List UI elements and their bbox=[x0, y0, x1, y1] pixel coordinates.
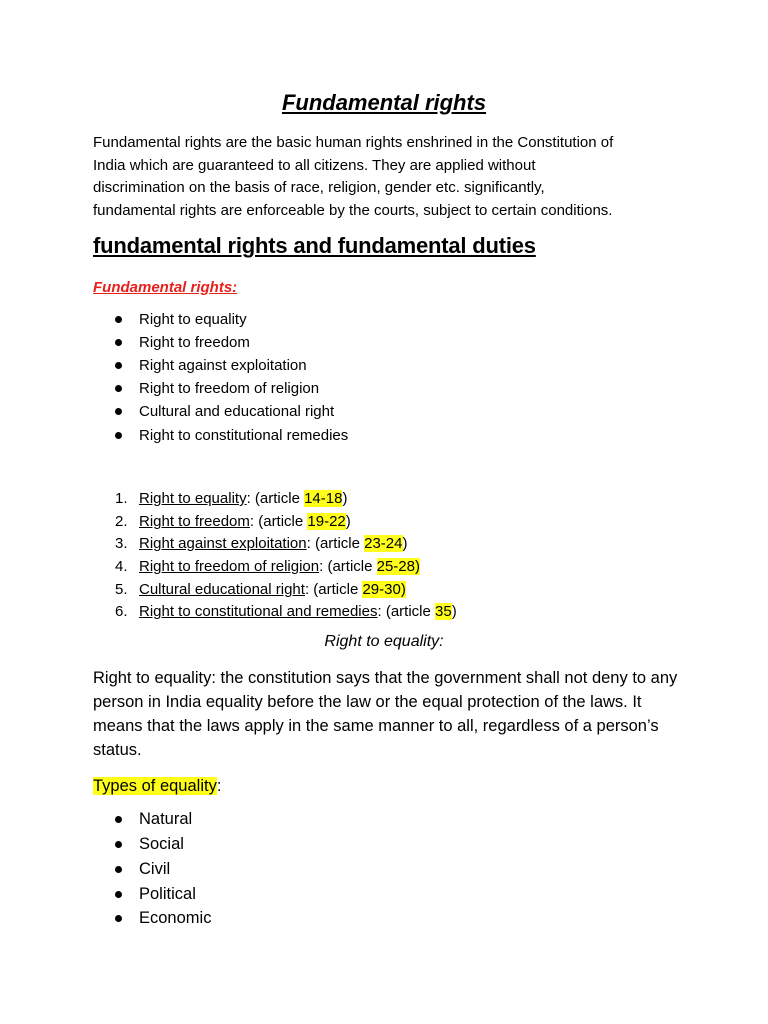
bullet-icon bbox=[115, 915, 122, 922]
article-prefix: : (article bbox=[377, 603, 435, 620]
bullet-icon bbox=[115, 316, 122, 323]
right-name: Cultural educational right bbox=[139, 581, 305, 598]
article-prefix: : (article bbox=[319, 558, 377, 575]
bullet-text: Cultural and educational right bbox=[139, 403, 335, 420]
bullet-icon bbox=[115, 816, 122, 823]
section-paragraph: Right to equality: the constitution says that the government shall not deny to any person in India equality before the law or the equal protection of the laws. It means that the laws apply in the same manner to all, regardless of a person’s status. bbox=[93, 669, 678, 759]
article-prefix: : (article bbox=[249, 513, 308, 530]
right-name: Right to equality bbox=[139, 490, 247, 507]
fundamental-rights-subheading: Fundamental rights: bbox=[93, 279, 238, 296]
type-text: Civil bbox=[139, 860, 171, 878]
section-heading: fundamental rights and fundamental duties bbox=[93, 233, 536, 258]
intro-line-1: Fundamental rights are the basic human rights enshrined in the Constitution of bbox=[93, 134, 614, 151]
item-number: 1. bbox=[115, 490, 128, 507]
bullet-text: Right to freedom of religion bbox=[139, 380, 320, 397]
bullet-icon bbox=[115, 339, 122, 346]
type-text: Economic bbox=[139, 909, 212, 927]
bullet-text: Right against exploitation bbox=[139, 357, 307, 374]
intro-line-2: India which are guaranteed to all citizens. They are applied without bbox=[93, 157, 536, 174]
article-prefix: : (article bbox=[304, 581, 363, 598]
item-number: 3. bbox=[115, 535, 128, 552]
item-number: 4. bbox=[115, 558, 128, 575]
bullet-icon bbox=[115, 362, 122, 369]
article-suffix: ) bbox=[342, 490, 348, 507]
right-name: Right to freedom bbox=[139, 513, 250, 530]
type-text: Political bbox=[139, 885, 196, 903]
article-range: 35 bbox=[435, 603, 452, 620]
type-text: Natural bbox=[139, 810, 193, 828]
bullet-icon bbox=[115, 408, 122, 415]
bullet-icon bbox=[115, 866, 122, 873]
bullet-icon bbox=[115, 432, 122, 439]
bullet-icon bbox=[115, 385, 122, 392]
right-name: Right against exploitation bbox=[139, 535, 307, 552]
section-title: Right to equality: bbox=[324, 633, 444, 650]
item-number: 2. bbox=[115, 513, 128, 530]
intro-line-4: fundamental rights are enforceable by the courts, subject to certain conditions. bbox=[93, 202, 613, 219]
article-range: 23-24 bbox=[364, 535, 403, 552]
article-suffix: ) bbox=[402, 535, 408, 552]
bullet-text: Right to constitutional remedies bbox=[139, 427, 349, 444]
item-number: 5. bbox=[115, 581, 128, 598]
bullet-icon bbox=[115, 841, 122, 848]
type-text: Social bbox=[139, 835, 184, 853]
document-title: Fundamental rights bbox=[281, 90, 487, 115]
right-name: Right to freedom of religion bbox=[139, 558, 320, 575]
bullet-text: Right to equality bbox=[139, 311, 247, 328]
bullet-icon bbox=[115, 891, 122, 898]
article-suffix: ) bbox=[345, 513, 351, 530]
right-name: Right to constitutional and remedies bbox=[139, 603, 378, 620]
article-range: 19-22 bbox=[307, 513, 346, 530]
article-suffix: ) bbox=[451, 603, 457, 620]
article-range: 25-28) bbox=[376, 558, 420, 575]
article-range: 29-30) bbox=[362, 581, 406, 598]
types-colon: : bbox=[216, 777, 222, 795]
intro-line-3: discrimination on the basis of race, religion, gender etc. significantly, bbox=[93, 179, 545, 196]
article-prefix: : (article bbox=[246, 490, 305, 507]
types-label: Types of equality bbox=[93, 777, 217, 795]
item-number: 6. bbox=[115, 603, 128, 620]
article-range: 14-18 bbox=[304, 490, 343, 507]
bullet-text: Right to freedom bbox=[139, 334, 250, 351]
types-heading bbox=[93, 774, 221, 798]
article-prefix: : (article bbox=[306, 535, 365, 552]
